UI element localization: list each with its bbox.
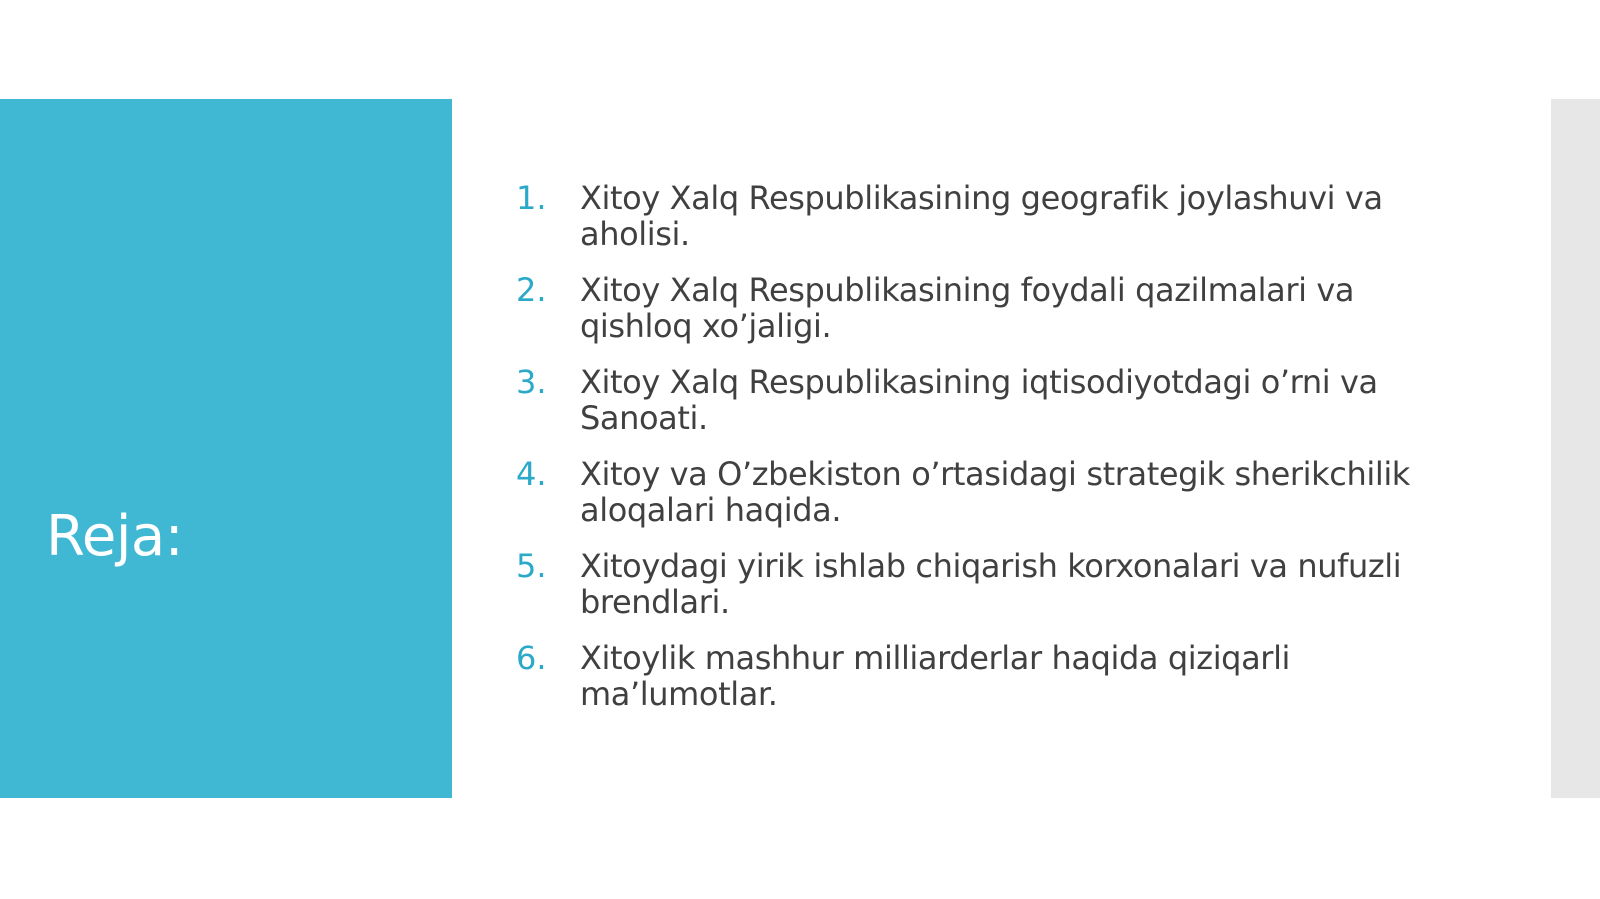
slide-title: Reja:	[46, 504, 184, 569]
title-panel	[0, 99, 452, 798]
right-decorative-strip	[1551, 99, 1600, 798]
agenda-item-5	[516, 548, 1416, 620]
agenda-item-number: 1.	[516, 179, 547, 217]
agenda-item-text: Xitoydagi yirik ishlab chiqarish korxonalari va nufuzli brendlari.	[580, 547, 1402, 621]
agenda-item-number: 6.	[516, 639, 547, 677]
agenda-item-4	[516, 456, 1416, 528]
agenda-item-number: 4.	[516, 455, 547, 493]
agenda-item-number: 2.	[516, 271, 547, 309]
agenda-item-number: 5.	[516, 547, 547, 585]
agenda-item-text: Xitoy Xalq Respublikasining iqtisodiyotdagi o’rni va Sanoati.	[580, 363, 1378, 437]
agenda-item-text: Xitoy va O’zbekiston o’rtasidagi strategik sherikchilik aloqalari haqida.	[580, 455, 1410, 529]
agenda-item-text: Xitoy Xalq Respublikasining geografik joylashuvi va aholisi.	[580, 179, 1383, 253]
agenda-item-number: 3.	[516, 363, 547, 401]
agenda-item-text: Xitoylik mashhur milliarderlar haqida qiziqarli ma’lumotlar.	[580, 639, 1291, 713]
agenda-item-6	[516, 640, 1416, 712]
agenda-list	[516, 180, 1416, 732]
agenda-item-3	[516, 364, 1416, 436]
agenda-item-text: Xitoy Xalq Respublikasining foydali qazilmalari va qishloq xo’jaligi.	[580, 271, 1355, 345]
agenda-item-1	[516, 180, 1416, 252]
agenda-item-2	[516, 272, 1416, 344]
